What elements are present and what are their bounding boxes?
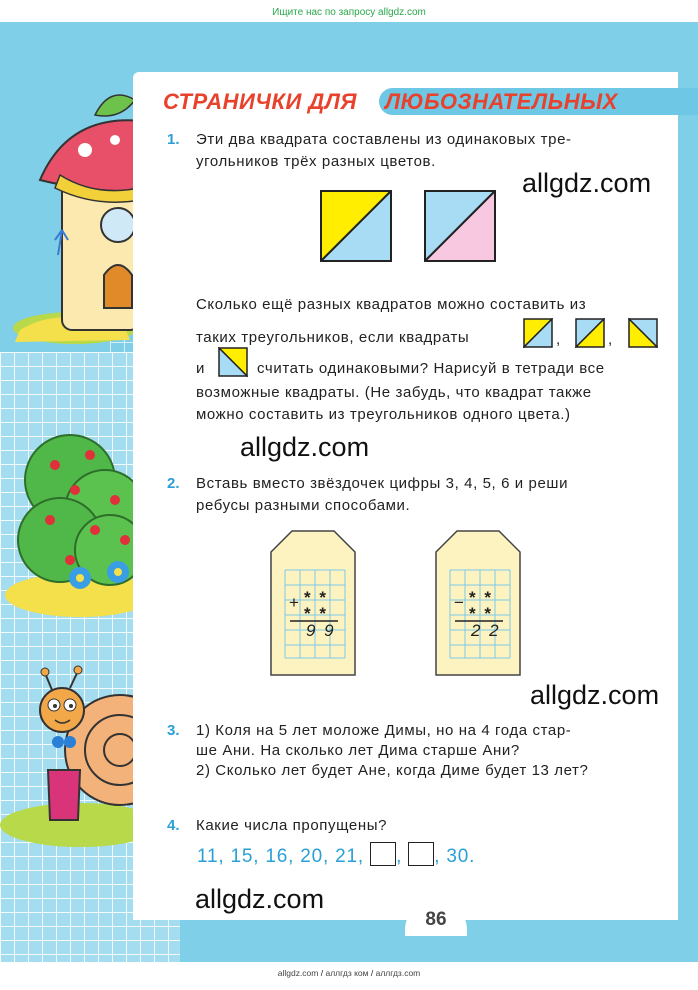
page-number: 86: [405, 900, 467, 936]
footer-separator: /: [370, 968, 374, 978]
task2-line2: ребусы разными способами.: [196, 497, 411, 514]
footer-links: [0, 968, 698, 978]
sequence-separator: ,: [396, 846, 403, 867]
footer-link-1[interactable]: allgdz.com: [277, 968, 319, 978]
rebus1-row2: * *: [304, 604, 328, 623]
task1-question-line5: можно составить из треугольников одного цвета.): [196, 406, 571, 423]
footer-link-3[interactable]: аллгдз.com: [375, 968, 421, 978]
comma: ,: [608, 331, 613, 348]
watermark-1: allgdz.com: [522, 168, 652, 198]
sequence-start: 11, 15, 16, 20, 21,: [197, 846, 364, 867]
task4-number: 4.: [167, 817, 180, 834]
number-sequence: [197, 842, 475, 868]
watermark-2: allgdz.com: [240, 432, 370, 462]
square-blue-pink: [424, 190, 496, 262]
task4-line1: Какие числа пропущены?: [196, 817, 388, 834]
task2-number: 2.: [167, 475, 180, 492]
comma: ,: [556, 331, 561, 348]
rebus1-operator: +: [289, 593, 300, 612]
task1-question-and: и: [196, 360, 205, 377]
task1-line2: угольников трёх разных цветов.: [196, 153, 436, 170]
sequence-end: , 30.: [434, 846, 476, 867]
inline-square-2: [575, 318, 605, 348]
task1-question-line1: Сколько ещё разных квадратов можно составить из: [196, 296, 587, 313]
inline-square-4: [218, 347, 248, 377]
missing-number-box-2: [408, 842, 434, 866]
header-title-part1: СТРАНИЧКИ ДЛЯ: [163, 89, 357, 114]
task1-question-line4: возможные квадраты. (Не забудь, что квадрат также: [196, 384, 592, 401]
task1-question-line3: считать одинаковыми? Нарисуй в тетради все: [257, 360, 605, 377]
task3-line3: 2) Сколько лет будет Ане, когда Диме будет 13 лет?: [196, 762, 589, 779]
rebus2-result: 2 2: [471, 621, 501, 640]
rebus2-operator: −: [454, 593, 465, 612]
task1-number: 1.: [167, 131, 180, 148]
task1-line1: Эти два квадрата составлены из одинаковых тре-: [196, 131, 572, 148]
inline-square-1: [523, 318, 553, 348]
watermark-4: allgdz.com: [195, 884, 325, 914]
footer-separator: /: [320, 968, 324, 978]
rebus2-row1: * *: [469, 588, 493, 607]
task3-line2: ше Ани. На сколько лет Дима старше Ани?: [196, 742, 520, 759]
rebus1-result: 9 9: [306, 621, 336, 640]
rebus2-row2: * *: [469, 604, 493, 623]
section-header: [163, 86, 663, 118]
rebus1-row1: * *: [304, 588, 328, 607]
watermark-3: allgdz.com: [530, 680, 660, 710]
top-search-hint[interactable]: Ищите нас по запросу allgdz.com: [272, 7, 426, 18]
task3-number: 3.: [167, 722, 180, 739]
square-yellow-blue: [320, 190, 392, 262]
footer-link-2[interactable]: аллгдз ком: [325, 968, 369, 978]
task2-line1: Вставь вместо звёздочек цифры 3, 4, 5, 6 и реши: [196, 475, 569, 492]
task1-question-line2: таких треугольников, если квадраты: [196, 329, 470, 346]
task3-line1: 1) Коля на 5 лет моложе Димы, но на 4 года стар-: [196, 722, 572, 739]
missing-number-box-1: [370, 842, 396, 866]
inline-square-3: [628, 318, 658, 348]
header-title-part2: ЛЮБОЗНАТЕЛЬНЫХ: [385, 89, 618, 114]
